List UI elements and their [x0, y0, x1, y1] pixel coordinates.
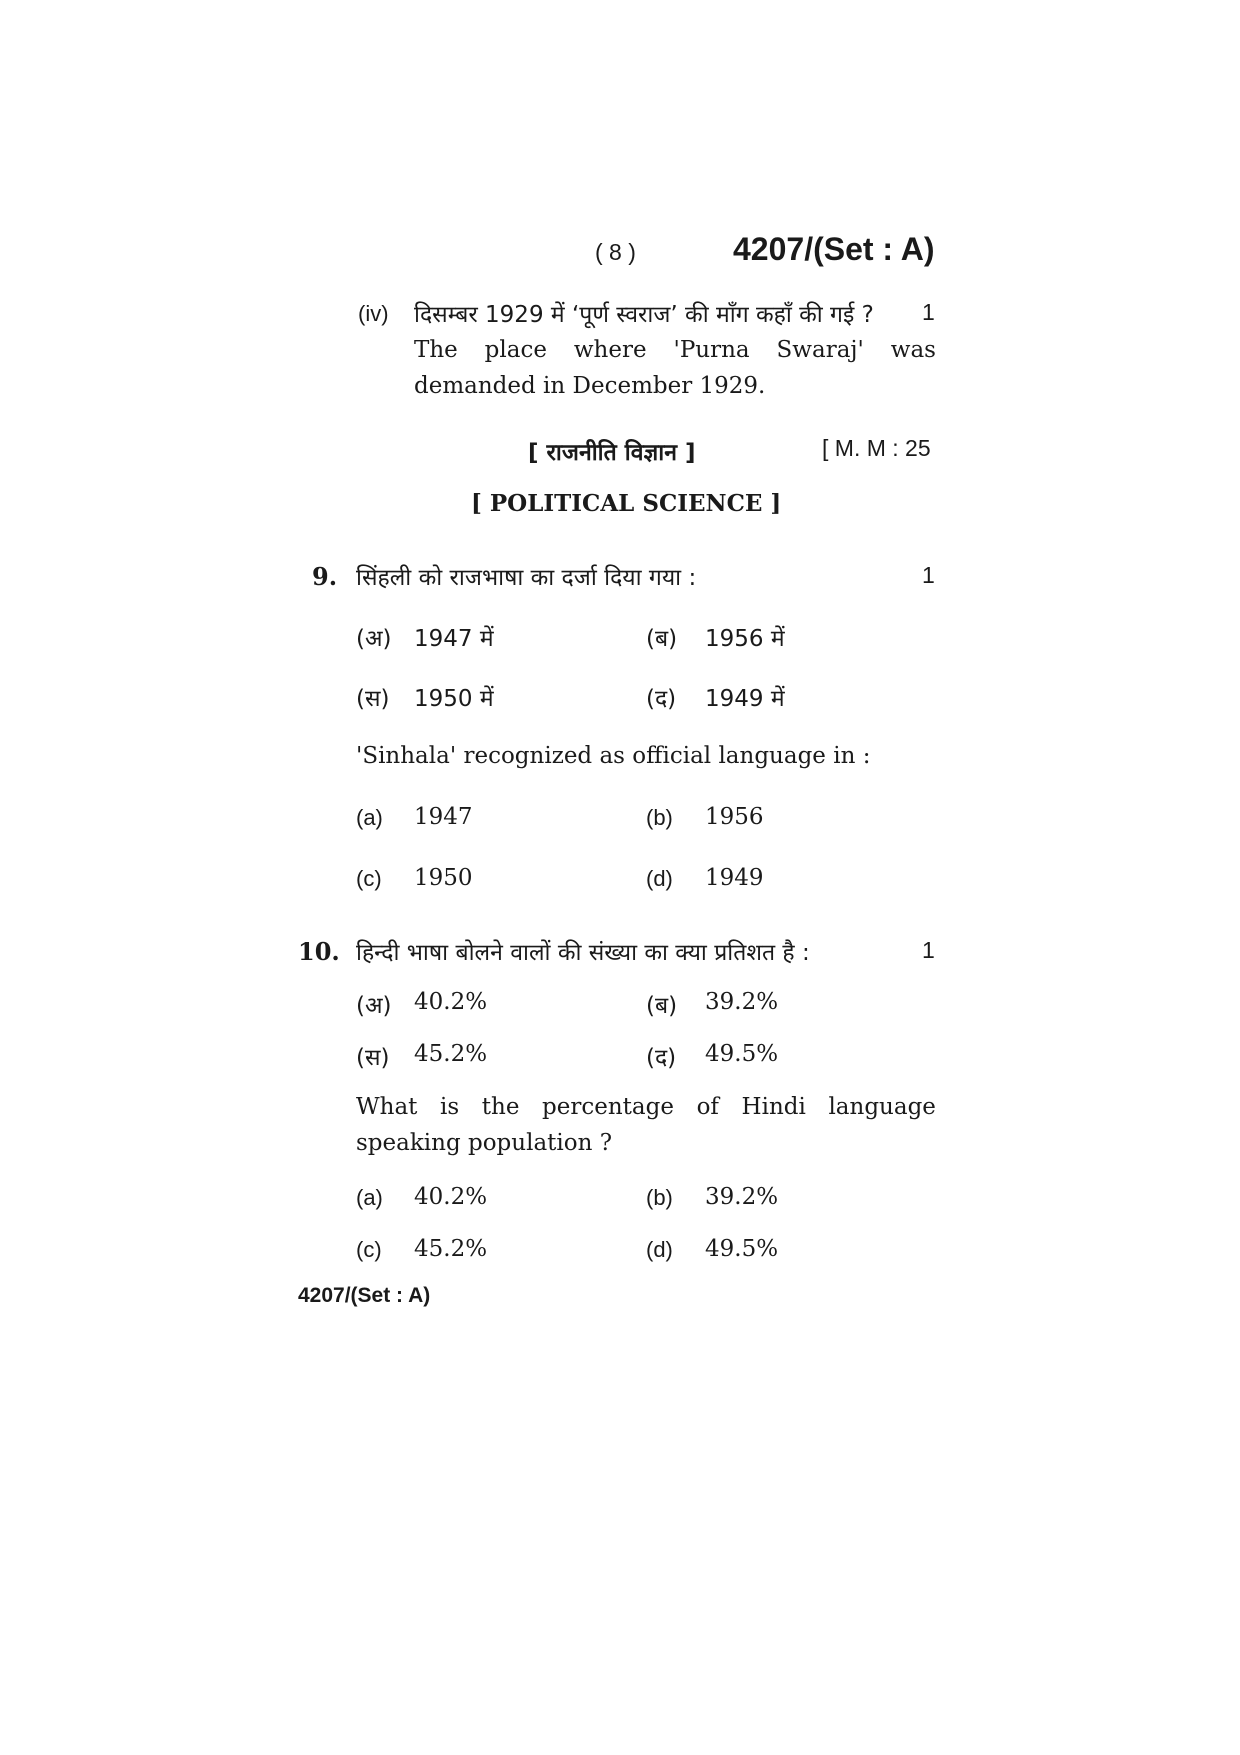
question-iv-english-line2: demanded in December 1929. [414, 373, 766, 399]
question-iv-number: (iv) [358, 301, 389, 326]
q9-english-option-d-label: (d) [646, 866, 673, 891]
q10-english-option-c-text: 45.2% [414, 1236, 488, 1262]
q10-english-option-b-label: (b) [646, 1185, 673, 1210]
question-10-english-line2: speaking population ? [356, 1130, 613, 1156]
question-10-english-line1: What is the percentage of Hindi language [356, 1094, 936, 1120]
q10-hindi-option-d-label: (द) [646, 1045, 677, 1071]
q9-hindi-option-b-label: (ब) [646, 626, 678, 652]
q9-english-option-c-label: (c) [356, 866, 382, 891]
q9-hindi-option-b-text: 1956 में [705, 626, 785, 652]
q10-english-option-b-text: 39.2% [705, 1184, 779, 1210]
q10-hindi-option-b-text: 39.2% [705, 989, 779, 1015]
q9-hindi-option-d-text: 1949 में [705, 686, 785, 712]
question-10-number: 10. [298, 937, 340, 966]
question-9-marks: 1 [922, 562, 935, 588]
q10-hindi-option-a-label: (अ) [356, 993, 392, 1019]
q10-english-option-d-label: (d) [646, 1237, 673, 1262]
question-9-english: 'Sinhala' recognized as official language in : [356, 743, 871, 769]
q9-hindi-option-a-text: 1947 में [414, 626, 494, 652]
paper-code-footer: 4207/(Set : A) [298, 1284, 431, 1307]
q10-hindi-option-c-text: 45.2% [414, 1041, 488, 1067]
q9-hindi-option-d-label: (द) [646, 686, 677, 712]
q9-english-option-c-text: 1950 [414, 865, 473, 891]
q9-hindi-option-a-label: (अ) [356, 626, 392, 652]
question-10-hindi: हिन्दी भाषा बोलने वालों की संख्या का क्या प्रतिशत है : [356, 940, 810, 966]
q9-english-option-b-label: (b) [646, 805, 673, 830]
question-iv-english-line1: The place where 'Purna Swaraj' was [414, 337, 936, 363]
q10-hindi-option-d-text: 49.5% [705, 1041, 779, 1067]
q10-hindi-option-b-label: (ब) [646, 993, 678, 1019]
question-9-hindi: सिंहली को राजभाषा का दर्जा दिया गया : [356, 565, 697, 591]
q9-hindi-option-c-text: 1950 में [414, 686, 494, 712]
q10-hindi-option-c-label: (स) [356, 1045, 390, 1071]
max-marks: [ M. M : 25 [822, 435, 931, 461]
section-title-hindi: [ राजनीति विज्ञान ] [528, 440, 696, 466]
q10-english-option-d-text: 49.5% [705, 1236, 779, 1262]
question-10-marks: 1 [922, 937, 935, 963]
q9-english-option-a-text: 1947 [414, 804, 473, 830]
q10-english-option-c-label: (c) [356, 1237, 382, 1262]
paper-code-header: 4207/(Set : A) [733, 231, 935, 267]
question-9-number: 9. [312, 562, 338, 591]
q9-hindi-option-c-label: (स) [356, 686, 390, 712]
page-number: ( 8 ) [595, 239, 636, 265]
q9-english-option-a-label: (a) [356, 805, 383, 830]
q10-english-option-a-label: (a) [356, 1185, 383, 1210]
q9-english-option-b-text: 1956 [705, 804, 764, 830]
q9-english-option-d-text: 1949 [705, 865, 764, 891]
q10-english-option-a-text: 40.2% [414, 1184, 488, 1210]
question-iv-hindi: दिसम्बर 1929 में ‘पूर्ण स्वराज’ की माँग कहाँ की गई ? [414, 302, 874, 328]
section-title-english: [ POLITICAL SCIENCE ] [471, 490, 782, 517]
question-iv-marks: 1 [922, 299, 935, 325]
q10-hindi-option-a-text: 40.2% [414, 989, 488, 1015]
